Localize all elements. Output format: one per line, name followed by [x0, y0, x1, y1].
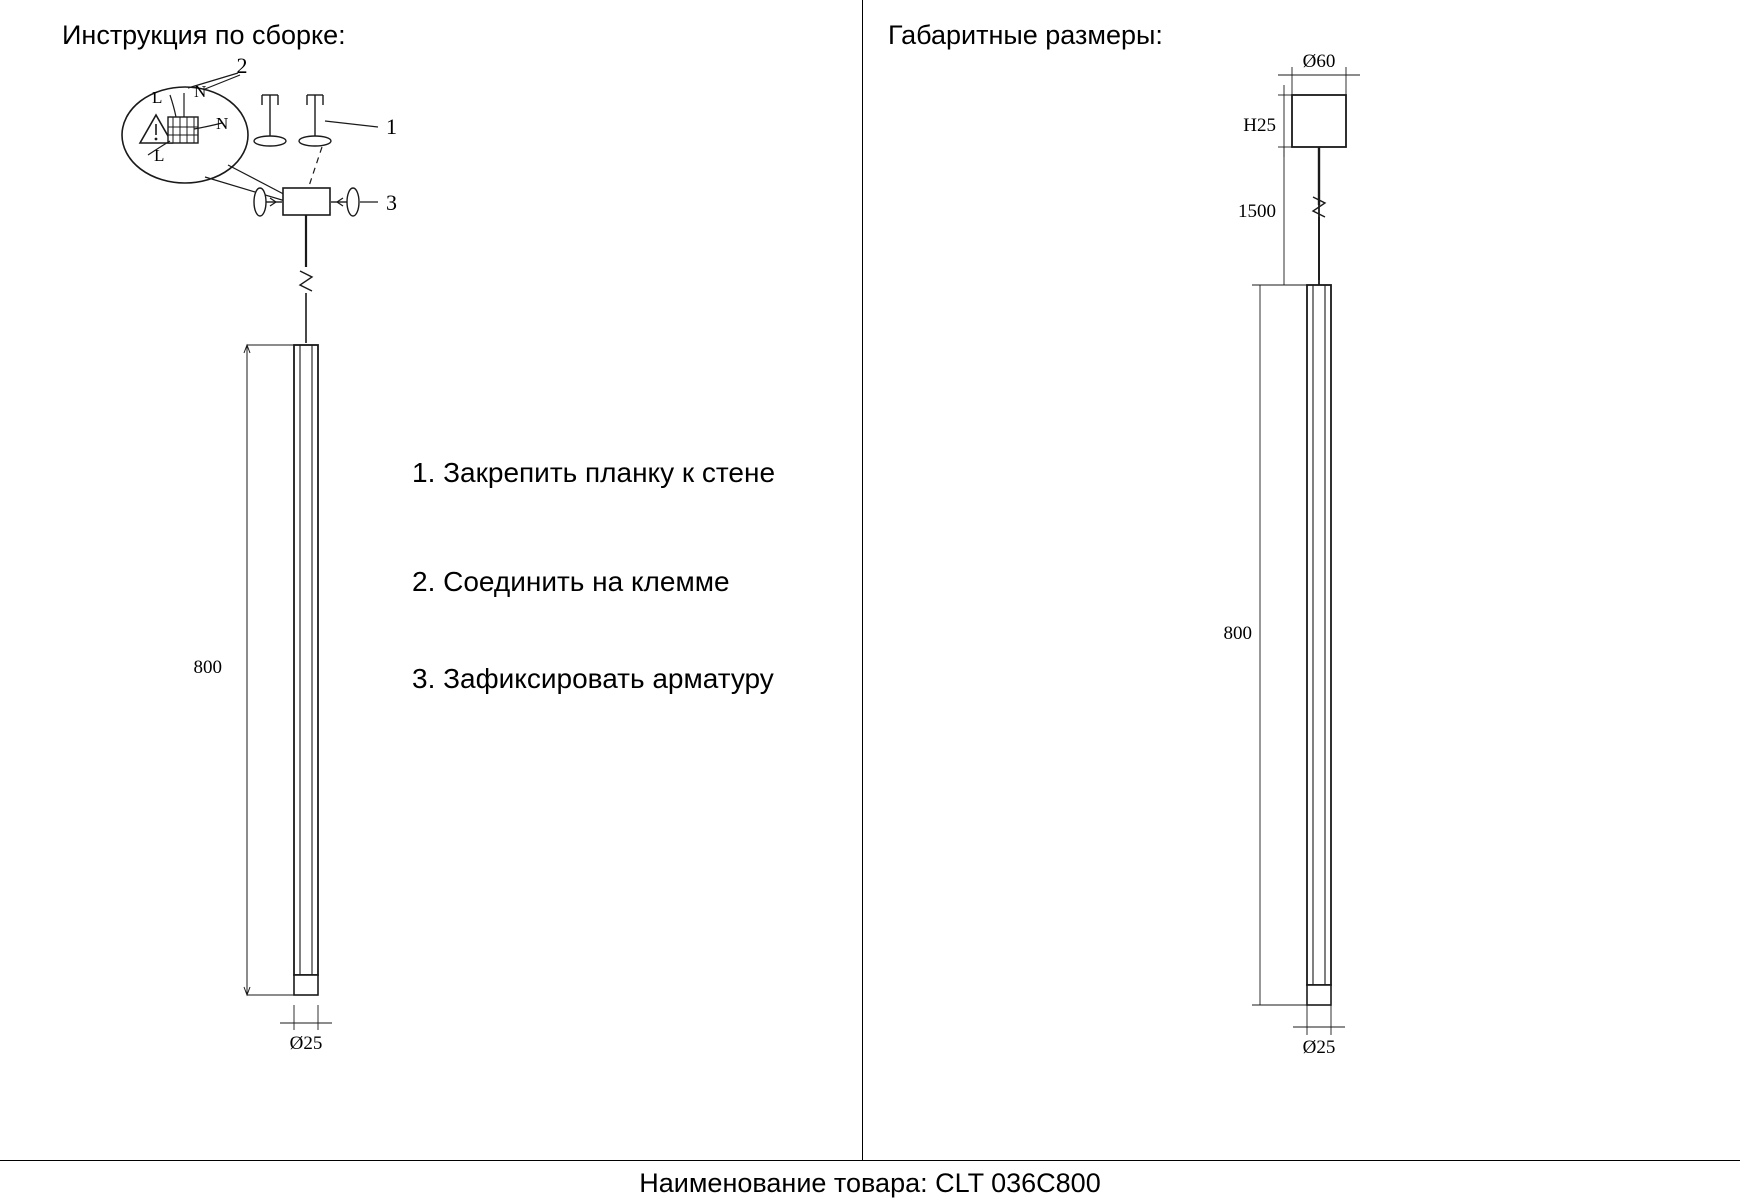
assembly-step-1: [412, 455, 802, 492]
terminal-label-l-top: L: [152, 88, 163, 107]
diameter-dimension: [280, 1005, 332, 1030]
assembly-step-2: [412, 564, 802, 601]
body-length-value: 800: [1223, 623, 1252, 644]
length-dimension: [244, 345, 294, 995]
dimensions-drawing: [1180, 45, 1580, 1065]
assembly-step-3-number: 3.: [412, 662, 436, 694]
assembly-step-3-text: Зафиксировать арматуру: [443, 662, 774, 694]
canopy-height-value: H25: [1243, 115, 1276, 136]
assembly-step-1-text: Закрепить планку к стене: [443, 457, 776, 488]
dimensions-section-title: Габаритные размеры:: [888, 20, 1163, 50]
body-length-dimension: [1252, 285, 1307, 1005]
assembly-step-1-number: 1.: [412, 457, 436, 488]
assembly-step-3: [412, 661, 802, 698]
canopy-diameter-value: Ø60: [1302, 51, 1336, 72]
canopy: [1292, 95, 1346, 147]
suspension-length-value: 1500: [1238, 201, 1276, 222]
fixing-nut-left: [254, 188, 282, 216]
assembly-steps-list: [412, 455, 802, 698]
assembly-step-2-text: Соединить на клемме: [443, 565, 730, 597]
terminal-label-l-bottom: L: [154, 146, 165, 165]
break-symbol-dim: [1313, 197, 1325, 217]
lamp-body: [294, 345, 318, 995]
callout-label-3: 3: [386, 190, 397, 215]
callout-label-2: 2: [236, 55, 248, 78]
assembly-diameter-value: Ø25: [289, 1033, 323, 1054]
product-name-footer: Наименование товара: CLT 036C800: [639, 1168, 1101, 1198]
lamp-body-dim: [1307, 285, 1331, 1005]
fixing-nut-right: [331, 188, 359, 216]
assembly-section-title: Инструкция по сборке:: [62, 20, 346, 50]
break-symbol: [300, 271, 312, 291]
ceiling-mount-box: [283, 188, 330, 215]
terminal-label-n-right: N: [216, 114, 229, 133]
assembly-length-value: 800: [193, 657, 222, 678]
assembly-step-2-number: 2.: [412, 565, 436, 597]
body-diameter-value: Ø25: [1302, 1037, 1336, 1058]
screw-set: [254, 95, 331, 146]
terminal-label-n-top: N: [194, 82, 207, 101]
callout-label-1: 1: [386, 114, 397, 139]
canopy-height-dimension: [1278, 85, 1292, 157]
body-diameter-dimension: [1293, 1005, 1345, 1035]
